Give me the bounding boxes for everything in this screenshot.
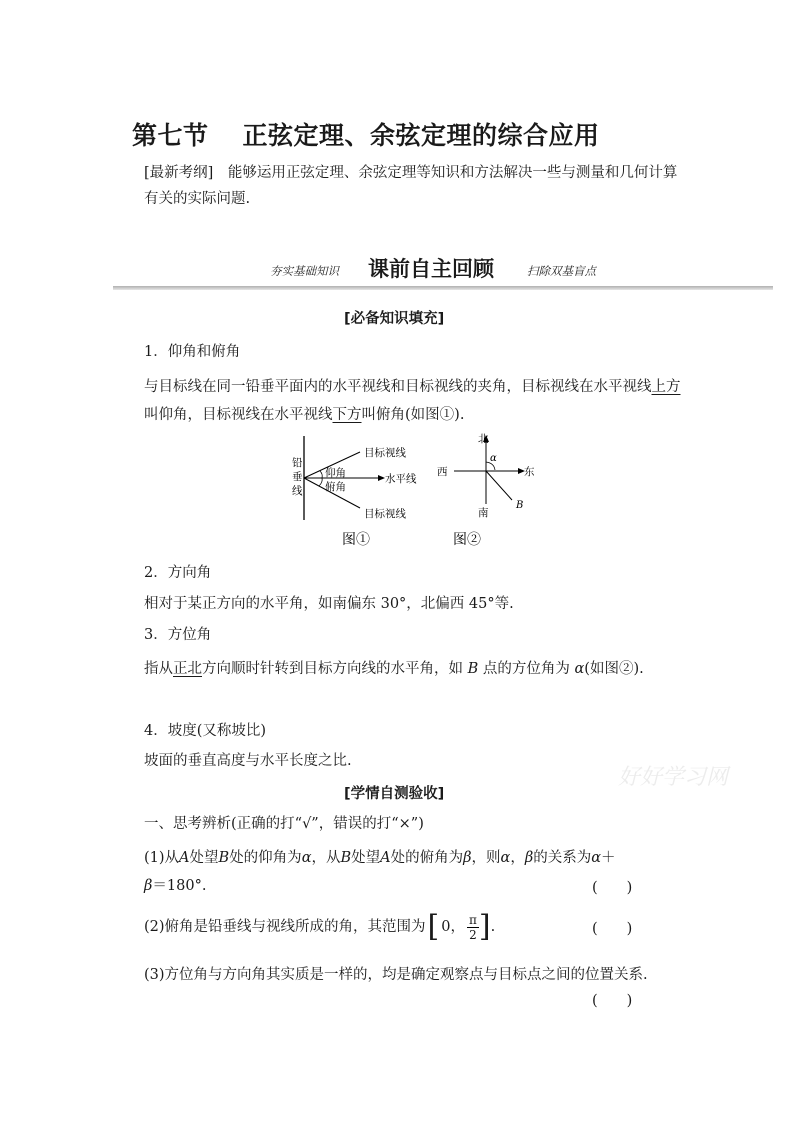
item3-text-a: 指从 [144,661,173,677]
q1-t3: 处的仰角为 [229,850,302,866]
alpha-label: α [490,453,497,464]
item4-text: 坡面的垂直高度与水平长度之比. [144,753,352,769]
q1-t7: ，则 [471,850,501,866]
north-label: 北 [478,433,489,445]
item4-heading: 4．坡度(又称坡比) [144,723,267,739]
figure2 [437,433,535,519]
q1-point-a: A [179,850,190,866]
item3-heading: 3．方位角 [144,627,212,643]
figure2-caption: 图② [453,532,481,548]
q1-t6: 处的俯角为 [390,850,464,866]
q1-alpha: α [301,850,312,866]
question-3: (3)方位角与方向角其实质是一样的，均是确定观察点与目标点之间的位置关系. [144,967,648,983]
syllabus-text: 能够运用正弦定理、余弦定理等知识和方法解决一些与测量和几何计算有关的实际问题. [144,165,678,207]
right-bracket: ] [478,909,491,944]
vertical-label-2: 垂 [292,471,303,483]
q1-beta2: β [524,850,534,866]
range-start: 0， [441,919,465,935]
q2-end: . [490,919,496,935]
item3-paragraph [144,655,684,683]
item3-true-north: 正北 [173,661,202,677]
target-line-up-label: 目标视线 [364,447,406,459]
left-bracket: [ [427,909,440,944]
south-label: 南 [478,507,489,519]
q1-beta: β [463,850,472,866]
banner-left-text: 夯实基础知识 [270,264,339,278]
horizontal-label: 水平线 [385,473,417,485]
item3-alpha: α [574,661,585,677]
item1-above: 上方 [651,379,681,395]
q1-point-a2: A [380,850,391,866]
item1-heading: 1．仰角和俯角 [144,344,241,360]
figures-1-2 [280,430,560,555]
q1-plus: ＋ [601,850,616,866]
banner-right-text: 扫除双基盲点 [527,264,596,278]
figure1-caption: 图① [342,532,370,548]
q1-t9: ＝180°. [152,878,207,894]
answer-blank-3[interactable]: ( ) [592,993,633,1009]
point-b-label: B [516,500,524,511]
figure1 [292,436,417,520]
elevation-label: 仰角 [325,467,346,479]
question-2 [144,909,496,944]
q1-comma: ， [510,850,525,866]
self-test-heading: [学情自测验收] [344,786,445,802]
fraction-denominator: 2 [469,927,477,942]
target-direction-line [486,471,512,500]
answer-blank-1[interactable]: ( ) [592,880,633,896]
page-title [132,116,600,152]
vertical-label-1: 铅 [292,457,303,469]
fraction-numerator: π [469,912,477,927]
west-label: 西 [437,466,448,478]
knowledge-heading: [必备知识填充] [344,311,445,327]
q1-point-b: B [218,850,230,866]
q1-t4: ，从 [311,850,341,866]
east-label: 东 [524,466,535,478]
q1-alpha2: α [500,850,511,866]
item3-text-d: (如图②). [584,661,644,677]
q1-t1: (1)从 [144,850,180,866]
section-title: 正弦定理、余弦定理的综合应用 [242,121,600,150]
section-banner [113,252,773,286]
vertical-label-3: 线 [292,485,303,497]
item2-text: 相对于某正方向的水平角，如南偏东 30°，北偏西 45°等. [144,596,514,612]
q1-beta3: β [144,878,153,894]
section-number: 第七节 [132,121,209,150]
item1-paragraph [144,373,684,429]
banner-title: 课前自主回顾 [368,257,494,281]
arrow-right-icon [378,475,385,481]
q2-text: (2)俯角是铅垂线与视线所成的角，其范围为 [144,919,426,935]
item1-text-b: 叫仰角，目标视线在水平视线 [144,407,333,423]
depression-label: 俯角 [325,481,346,493]
pi-over-two [467,913,479,942]
q1-t2: 处望 [189,850,219,866]
answer-blank-2[interactable]: ( ) [592,921,633,937]
banner-divider [113,286,773,290]
syllabus-tag: [最新考纲] [144,165,214,181]
item3-point-b: B [467,661,479,677]
item1-text-a: 与目标线在同一铅垂平面内的水平视线和目标视线的夹角，目标视线在水平视线 [144,379,652,395]
item3-text-b: 方向顺时针转到目标方向线的水平角，如 [202,661,463,677]
q1-point-b2: B [340,850,352,866]
judgement-heading: 一、思考辨析(正确的打“√”，错误的打“×”) [144,816,424,832]
target-line-down-label: 目标视线 [364,508,406,520]
depression-arc [319,478,322,486]
syllabus-paragraph [144,160,684,212]
watermark: 好好学习网 [618,765,729,790]
item1-below: 下方 [332,407,362,423]
item3-text-c: 点的方位角为 [482,661,570,677]
item2-heading: 2．方向角 [144,565,212,581]
q1-alpha3: α [591,850,601,866]
q1-t5: 处望 [351,850,381,866]
elevation-arc [320,471,322,478]
q1-t8: 的关系为 [533,850,592,866]
item1-text-c: 叫俯角(如图①). [361,407,465,423]
